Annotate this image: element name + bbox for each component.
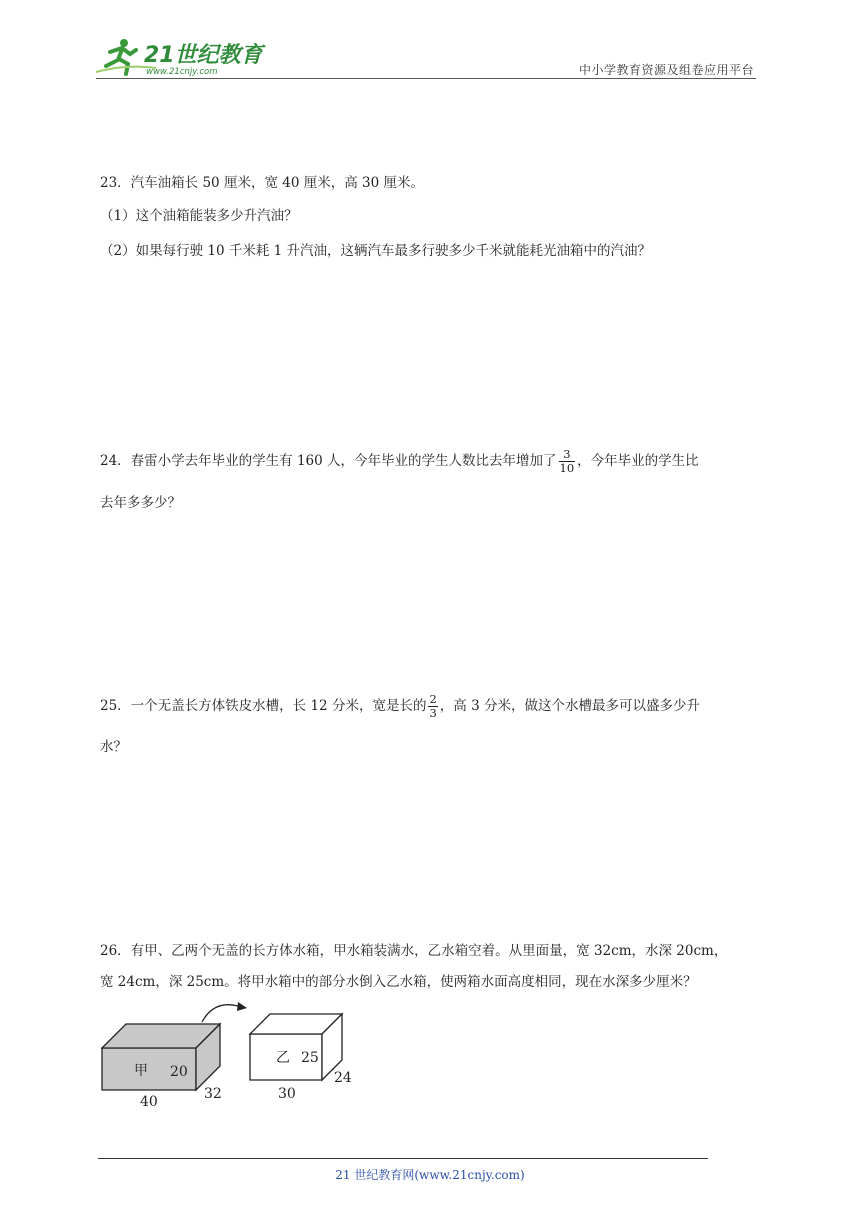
box-b-height: 25	[301, 1050, 319, 1066]
footer-divider	[98, 1158, 708, 1159]
q24-stem-line2: 去年多多少？	[100, 495, 181, 511]
box-b-name: 乙	[276, 1050, 290, 1066]
q25-frac-num: 2	[429, 692, 437, 706]
q24-fraction	[559, 448, 576, 475]
q24-text-before: 24．春雷小学去年毕业的学生有 160 人，今年毕业的学生人数比去年增加了	[100, 453, 557, 469]
box-a-name: 甲	[134, 1063, 148, 1079]
header-divider	[96, 78, 756, 79]
box-a	[102, 1024, 222, 1110]
logo-url: www.21cnjy.com	[146, 67, 218, 77]
footer-link[interactable]: 21 世纪教育网(www.21cnjy.com)	[335, 1168, 525, 1182]
q25-text-after: ，高 3 分米，做这个水槽最多可以盛多少升	[439, 698, 700, 714]
q24-text-after: ，今年毕业的学生比	[577, 453, 699, 469]
q23-part2: （2）如果每行驶 10 千米耗 1 升汽油，这辆汽车最多行驶多少千米就能耗光油箱中的汽油？	[100, 243, 652, 259]
q25-stem-line2: 水？	[100, 739, 127, 755]
q26-figure	[96, 1000, 366, 1110]
q24-stem-line1	[100, 448, 699, 475]
site-logo	[96, 34, 266, 78]
box-b-width: 24	[334, 1070, 352, 1086]
box-b	[250, 1014, 352, 1102]
pour-arrow-icon	[202, 1002, 247, 1022]
header-tagline: 中小学教育资源及组卷应用平台	[578, 63, 754, 77]
box-a-length: 40	[140, 1094, 158, 1110]
q23-part1: （1）这个油箱能装多少升汽油？	[100, 208, 298, 224]
q25-fraction	[428, 693, 437, 720]
q25-stem-line1	[100, 693, 700, 720]
q25-text-before: 25．一个无盖长方体铁皮水槽，长 12 分米，宽是长的	[100, 698, 427, 714]
logo-text: 21世纪教育	[144, 43, 263, 68]
q24-frac-num: 3	[563, 447, 571, 461]
q26-stem-line1: 26．有甲、乙两个无盖的长方体水箱，甲水箱装满水，乙水箱空着。从里面量，宽 32cm，水深 20cm，	[100, 943, 728, 959]
q25-frac-den: 3	[429, 706, 437, 720]
q23-stem: 23．汽车油箱长 50 厘米，宽 40 厘米，高 30 厘米。	[100, 175, 424, 191]
box-a-width: 32	[204, 1086, 222, 1102]
q26-stem-line2: 宽 24cm，深 25cm。将甲水箱中的部分水倒入乙水箱，使两箱水面高度相同，现在水深多少厘米？	[100, 974, 697, 990]
q24-frac-den: 10	[559, 461, 575, 475]
box-a-height: 20	[170, 1064, 188, 1080]
box-b-length: 30	[278, 1086, 296, 1102]
